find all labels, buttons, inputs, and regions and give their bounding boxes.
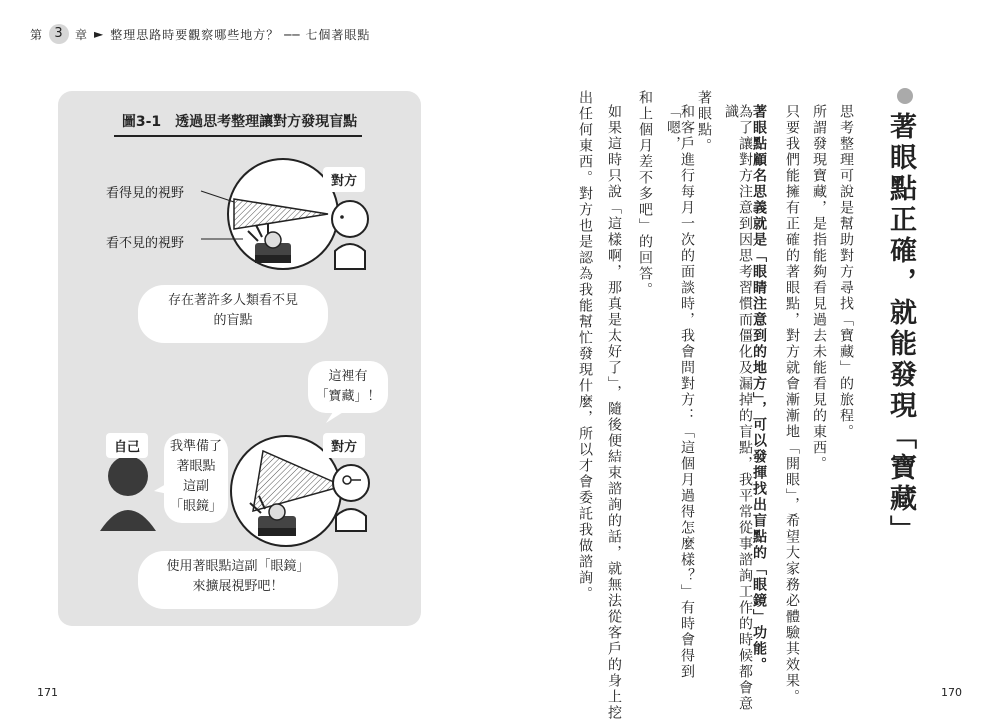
chapter-suffix: 章 [75, 27, 89, 42]
blind-spot-bubble [138, 285, 328, 343]
paragraph-line-bold: 著眼點顧名思義就是「眼睛注意到的地方」，可以發揮找出盲點的「眼鏡」功能。 [751, 104, 767, 673]
bottom-bubble [138, 551, 338, 609]
blind-spot-bubble-line1: 存在著許多人類看不見 [167, 293, 298, 308]
chapter-title: 整理思路時要觀察哪些地方？ ── 七個著眼點 [110, 27, 371, 42]
section-heading: 著眼點正確，就能發現「寶藏」 [885, 112, 916, 546]
visible-field-label: 看得見的視野 [106, 186, 185, 201]
paragraph-line: 只要我們能擁有正確的著眼點，對方就會漸漸地「開眼」，希望大家務必體驗其效果。 [784, 104, 800, 705]
blind-spot-bubble-line2: 的盲點 [213, 313, 253, 328]
glasses-bubble-line: 著眼點 [176, 459, 216, 474]
heading-bullet-icon [897, 88, 913, 104]
glasses-bubble [164, 433, 228, 523]
other-tag-bottom: 對方 [323, 433, 365, 458]
self-person-icon [100, 456, 156, 531]
paragraph-line: 出任何東西。對方也是認為我能幫忙發現什麼，所以才會委託我做諮詢。 [577, 90, 593, 602]
page-number-right: 170 [941, 686, 962, 699]
paragraph-line: 為了讓對方注意到因思考習慣而僵化及漏掉的盲點，我平常從事諮詢工作的時候都會意識 [723, 104, 753, 712]
page-number-left: 171 [37, 686, 58, 699]
paragraph-line: 所謂發現寶藏，是指能夠看見過去未能看見的東西。 [811, 104, 827, 472]
figure-panel [58, 91, 421, 626]
chapter-number-badge: 3 [49, 24, 69, 44]
figure-title: 圖3-1 透過思考整理讓對方發現盲點 [121, 114, 358, 130]
other-tag-top: 對方 [323, 167, 365, 192]
treasure-bubble [308, 361, 388, 413]
paragraph-line: 思考整理可說是幫助對方尋找「寶藏」的旅程。 [838, 104, 854, 440]
paragraph-line: 著眼點。 [696, 90, 712, 154]
chapter-prefix: 第 [30, 27, 44, 42]
treasure-bubble-line1: 這裡有 [328, 369, 368, 384]
glasses-bubble-line: 這副 [182, 479, 209, 494]
invisible-field-label: 看不見的視野 [106, 236, 185, 251]
bottom-bubble-line2: 來擴展視野吧！ [192, 579, 284, 594]
bottom-bubble-line1: 使用著眼點這副「眼鏡」 [166, 559, 310, 574]
other-person-icon-top [332, 201, 368, 269]
paragraph-line: 如果這時只說「這樣啊，那真是太好了」，隨後便結束諮詢的話，就無法從客戶的身上挖 [606, 104, 622, 721]
self-tag: 自己 [106, 433, 148, 458]
treasure-bubble-line2: 「寶藏」！ [315, 389, 381, 404]
paragraph-line: 和上個月差不多吧」的回答。 [637, 90, 653, 298]
glasses-bubble-line: 「眼鏡」 [169, 499, 222, 514]
arrow-icon: ► [94, 27, 105, 41]
running-header [30, 24, 370, 44]
glasses-bubble-line: 我準備了 [169, 439, 222, 454]
figure-illustration [58, 91, 421, 626]
paragraph-line: 和客戶進行每月一次的面談時，我會問對方：「這個月過得怎麼樣？」有時會得到「嗯， [665, 104, 695, 680]
